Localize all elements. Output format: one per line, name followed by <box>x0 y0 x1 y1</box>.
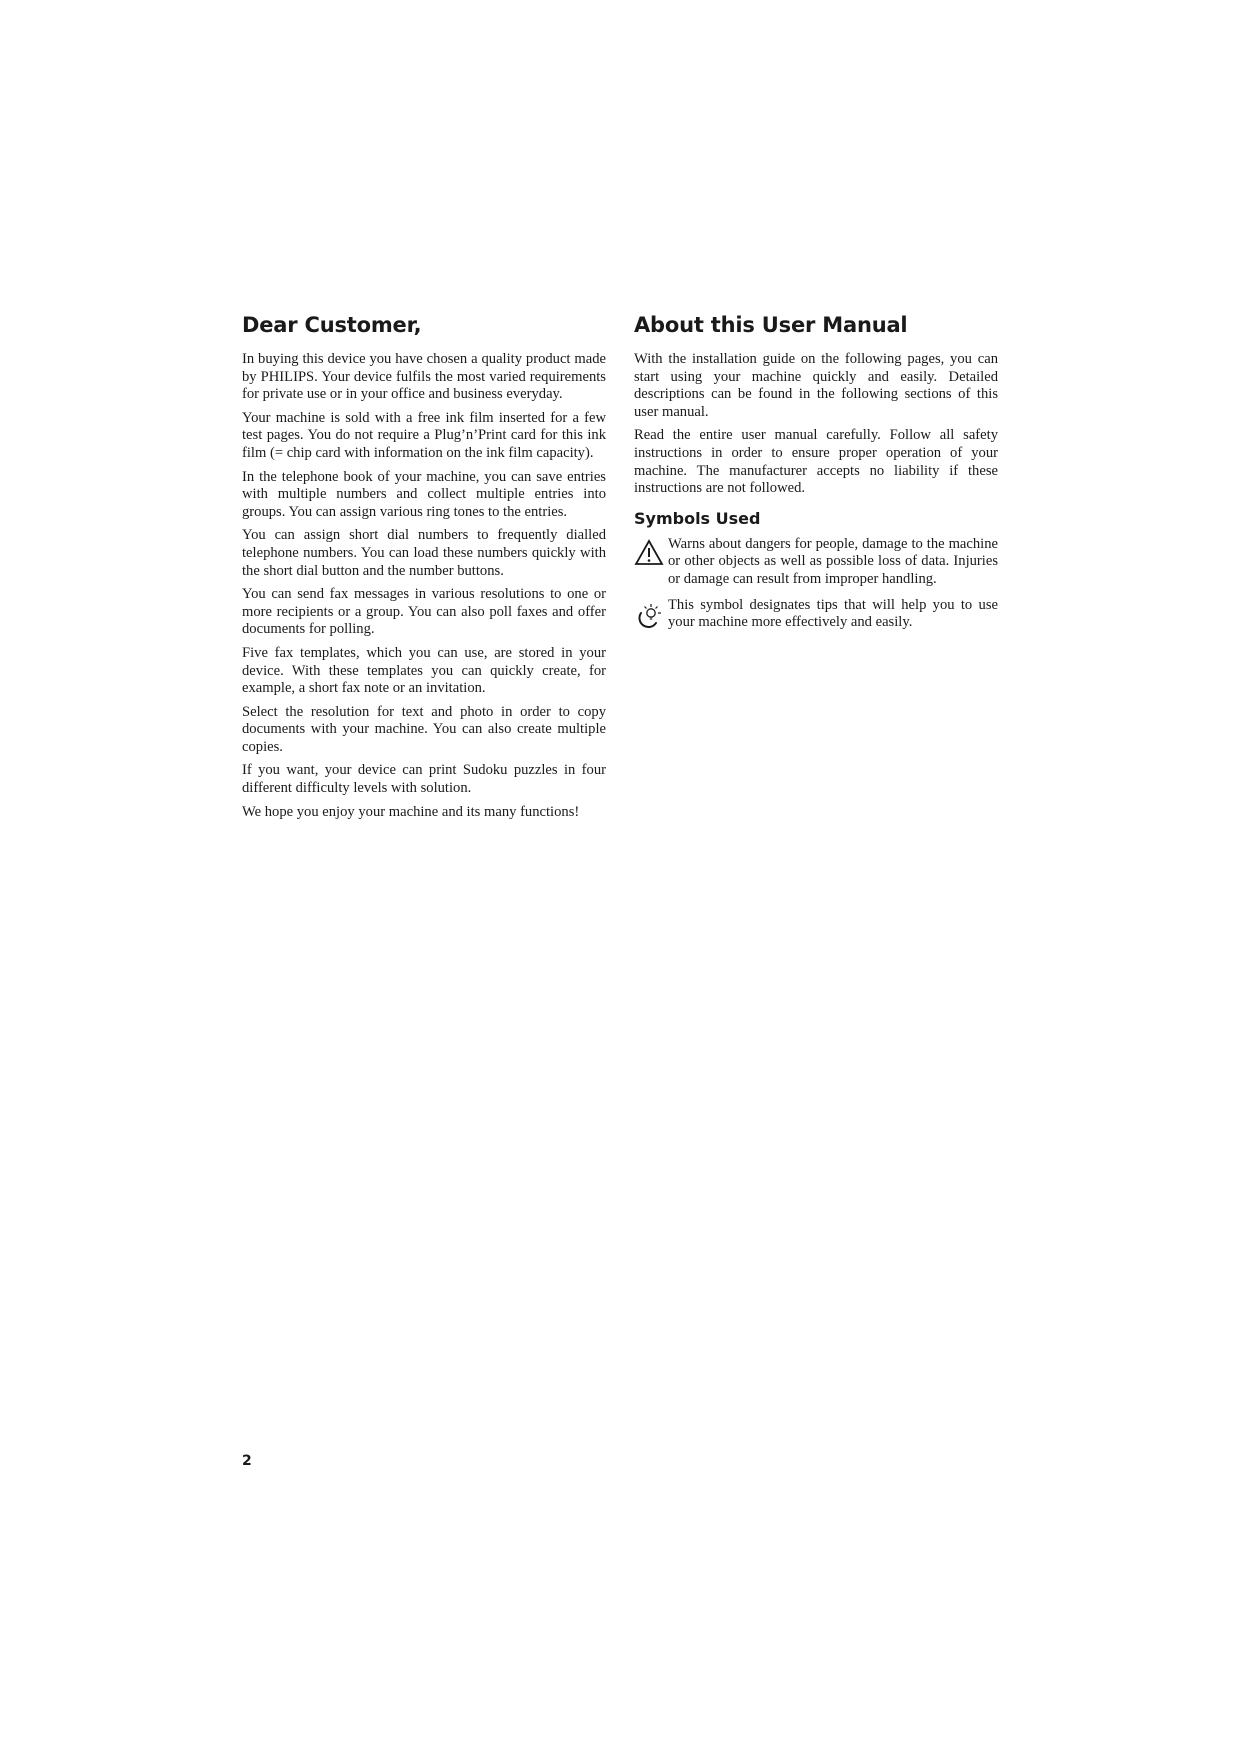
copy-paragraph: Select the resolution for text and photo in order to copy documents with your machine. You can also create multiple copies. <box>242 703 606 755</box>
right-column <box>634 311 998 641</box>
tip-symbol-row <box>634 597 998 633</box>
intro-paragraph: In buying this device you have chosen a quality product made by PHILIPS. Your device fulfils the most varied requirements for private use or in your office and business everyday. <box>242 351 606 403</box>
tip-symbol-text: This symbol designates tips that will help you to use your machine more effectively and easily. <box>668 596 998 631</box>
safety-paragraph: Read the entire user manual carefully. Follow all safety instructions in order to ensure proper operation of your machine. The manufacturer accepts no liability if these instructions are not followed. <box>634 427 998 497</box>
tip-lightbulb-icon <box>634 599 664 633</box>
left-column <box>242 311 606 827</box>
fax-paragraph: You can send fax messages in various resolutions to one or more recipients or a group. You can also poll faxes and offer documents for polling. <box>242 586 606 638</box>
installation-guide-paragraph: With the installation guide on the following pages, you can start using your machine quickly and easily. Detailed descriptions can be found in the following sections of this user manual. <box>634 351 998 420</box>
short-dial-paragraph: You can assign short dial numbers to frequently dialled telephone numbers. You can load these numbers quickly with the short dial button and the number buttons. <box>242 527 606 579</box>
sudoku-paragraph: If you want, your device can print Sudoku puzzles in four different difficulty levels with solution. <box>242 762 606 797</box>
warning-symbol-row <box>634 536 998 589</box>
telephone-book-paragraph: In the telephone book of your machine, you can save entries with multiple numbers and collect multiple entries into groups. You can assign various ring tones to the entries. <box>242 468 606 520</box>
warning-symbol-text: Warns about dangers for people, damage to the machine or other objects as well as possible loss of data. Injuries or damage can result from improper handling. <box>668 535 998 587</box>
about-manual-heading: About this User Manual <box>634 313 908 337</box>
closing-paragraph: We hope you enjoy your machine and its many functions! <box>242 803 580 820</box>
warning-triangle-icon <box>634 538 664 572</box>
page-number: 2 <box>242 1453 252 1469</box>
ink-film-paragraph: Your machine is sold with a free ink film inserted for a few test pages. You do not require a Plug’n’Print card for this ink film (= chip card with information on the ink film capacity). <box>242 409 606 461</box>
symbols-used-heading: Symbols Used <box>634 508 761 528</box>
dear-customer-heading: Dear Customer, <box>242 313 422 337</box>
fax-templates-paragraph: Five fax templates, which you can use, are stored in your device. With these templates you can quickly create, for example, a short fax note or an invitation. <box>242 644 606 697</box>
